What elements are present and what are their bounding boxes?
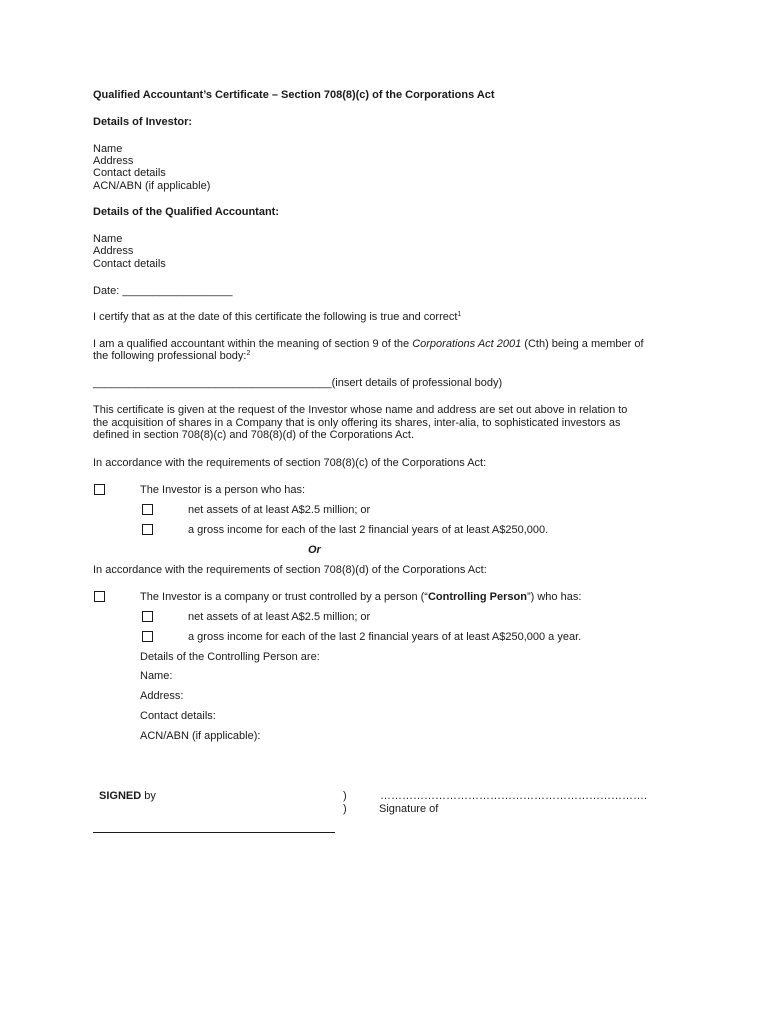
controlling-person-heading: Details of the Controlling Person are:: [140, 651, 320, 663]
request-paragraph-line-3: defined in section 708(8)(c) and 708(8)(d) of the Corporations Act.: [93, 429, 415, 441]
signature-of-label: Signature of: [379, 803, 439, 815]
accountant-name-label: Name: [93, 233, 123, 245]
section-c-main-text: The Investor is a person who has:: [140, 484, 306, 496]
signature-paren-2: ): [343, 803, 347, 815]
signature-paren-1: ): [343, 790, 347, 802]
section-c-net-assets-checkbox[interactable]: [142, 504, 153, 515]
controlling-address-label: Address:: [140, 690, 184, 702]
section-d-net-assets-checkbox[interactable]: [142, 611, 153, 622]
section-d-net-assets-text: net assets of at least A$2.5 million; or: [188, 611, 371, 623]
section-d-main-post: ”) who has:: [526, 591, 582, 603]
section-c-main-checkbox[interactable]: [94, 484, 105, 495]
act-title-italic: Corporations Act 2001: [412, 338, 522, 350]
signature-line-dots[interactable]: ……………………………………………………………….: [380, 790, 648, 802]
investor-address-label: Address: [93, 155, 134, 167]
signed-bold: SIGNED: [99, 790, 142, 802]
investor-acn-label: ACN/ABN (if applicable): [93, 180, 211, 192]
accountant-contact-label: Contact details: [93, 258, 166, 270]
section-d-intro: In accordance with the requirements of section 708(8)(d) of the Corporations Act:: [93, 564, 487, 576]
accountant-address-label: Address: [93, 245, 134, 257]
investor-contact-label: Contact details: [93, 167, 166, 179]
signed-by-label: [99, 790, 156, 803]
certify-text: I certify that as at the date of this certificate the following is true and correct: [93, 311, 458, 323]
certify-statement: [93, 311, 461, 324]
qualified-post-text: (Cth) being a member of: [521, 338, 644, 350]
controlling-name-label: Name:: [140, 670, 173, 682]
qualified-pre-text: I am a qualified accountant within the meaning of section 9 of the: [93, 338, 413, 350]
professional-body-field[interactable]: _______________________________________(insert details of professional body): [93, 377, 503, 389]
section-d-main-text: [140, 591, 581, 604]
section-c-gross-income-text: a gross income for each of the last 2 financial years of at least A$250,000.: [188, 524, 549, 536]
footnote-marker-1: 1: [457, 311, 462, 318]
section-d-main-checkbox[interactable]: [94, 591, 105, 602]
qualified-line-2-text: the following professional body:: [93, 350, 247, 362]
signed-by-underline[interactable]: [93, 832, 335, 833]
request-paragraph-line-2: the acquisition of shares in a Company that is only offering its shares, inter-alia, to sophisticated investors as: [93, 417, 621, 429]
controlling-contact-label: Contact details:: [140, 710, 216, 722]
investor-name-label: Name: [93, 143, 123, 155]
section-c-gross-income-checkbox[interactable]: [142, 524, 153, 535]
controlling-acn-label: ACN/ABN (if applicable):: [140, 730, 261, 742]
section-c-intro: In accordance with the requirements of section 708(8)(c) of the Corporations Act:: [93, 457, 487, 469]
section-d-main-pre: The Investor is a company or trust controlled by a person (“: [140, 591, 428, 603]
section-d-gross-income-text: a gross income for each of the last 2 financial years of at least A$250,000 a year.: [188, 631, 582, 643]
section-c-net-assets-text: net assets of at least A$2.5 million; or: [188, 504, 371, 516]
section-d-gross-income-checkbox[interactable]: [142, 631, 153, 642]
document-title: Qualified Accountant’s Certificate – Section 708(8)(c) of the Corporations Act: [93, 89, 495, 101]
investor-heading: Details of Investor:: [93, 116, 193, 128]
request-paragraph-line-1: This certificate is given at the request of the Investor whose name and address are set out above in relation to: [93, 404, 628, 416]
footnote-marker-2: 2: [246, 350, 251, 357]
date-field[interactable]: Date: __________________: [93, 285, 233, 297]
accountant-heading: Details of the Qualified Accountant:: [93, 206, 279, 218]
qualified-line-2: [93, 350, 250, 363]
signed-rest: by: [141, 790, 156, 802]
or-separator: Or: [308, 544, 321, 556]
controlling-person-term: Controlling Person: [427, 591, 527, 603]
